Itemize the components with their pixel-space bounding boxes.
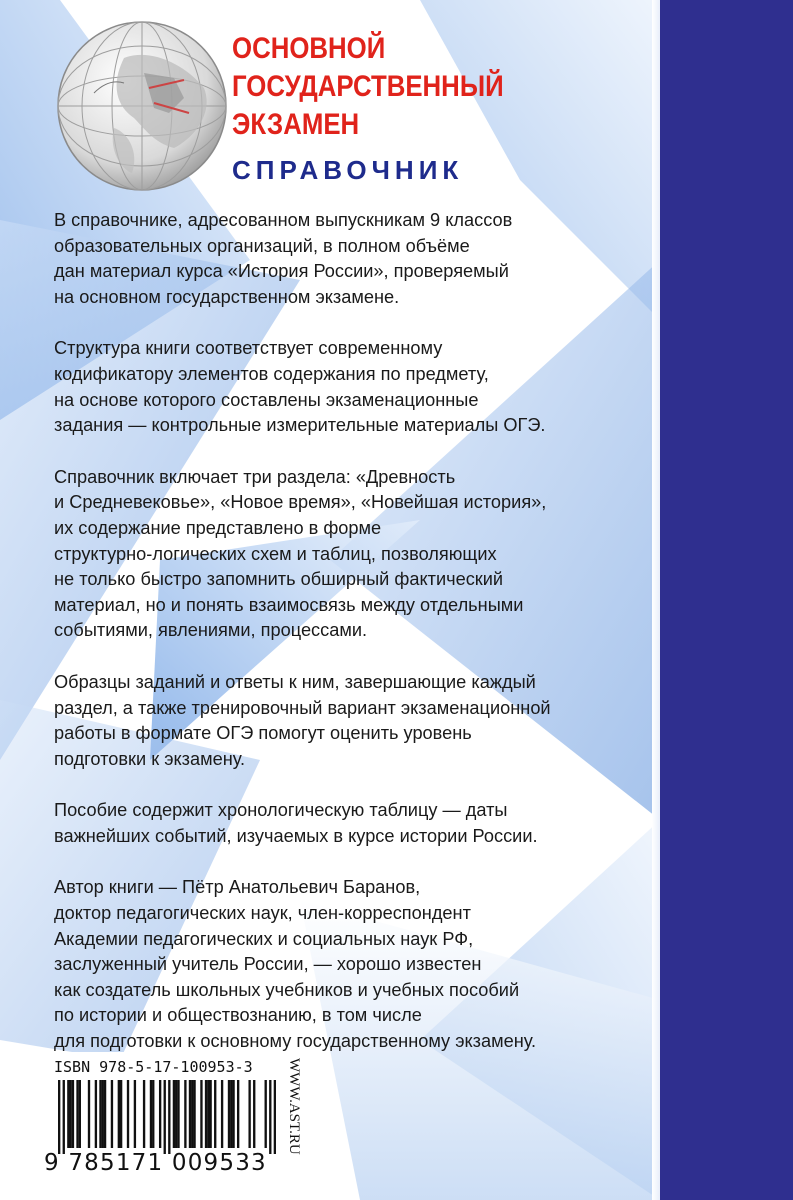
text-line: В справочнике, адресованном выпускникам 9 классов — [54, 210, 513, 230]
text-line: образовательных организаций, в полном объёме — [54, 235, 470, 256]
barcode-bar — [177, 1080, 179, 1148]
text-line: задания — контрольные измерительные материалы ОГЭ. — [54, 415, 546, 436]
barcode-bar — [152, 1080, 154, 1148]
title-line-3: ЭКЗАМЕН — [232, 108, 360, 141]
barcode-bar — [230, 1080, 232, 1148]
barcode-bar — [63, 1080, 65, 1154]
text-line: важнейших событий, изучаемых в курсе истории России. — [54, 825, 538, 846]
barcode-bar — [120, 1080, 122, 1148]
book-title — [232, 30, 585, 144]
barcode-bar — [72, 1080, 74, 1148]
globe-map-icon — [54, 18, 230, 194]
paragraph-4 — [54, 670, 654, 772]
barcode-bar — [269, 1080, 271, 1154]
barcode-bar — [209, 1080, 211, 1148]
website-url-text: WWW.AST.RU — [286, 1058, 302, 1155]
paragraph-3 — [54, 465, 654, 644]
text-line: событиями, явлениями, процессами. — [54, 620, 368, 641]
isbn-label: ISBN 978-5-17-100953-3 — [54, 1058, 253, 1076]
barcode-bar — [189, 1080, 191, 1148]
barcode-bar — [134, 1080, 136, 1148]
barcode-bar — [207, 1080, 209, 1148]
barcode-bar — [193, 1080, 195, 1148]
barcode-bar — [164, 1080, 166, 1154]
text-line: материал, но и понять взаимосвязь между отдельными — [54, 594, 524, 615]
text-line: их содержание представлено в форме — [54, 517, 382, 538]
text-line: подготовки к экзамену. — [54, 748, 246, 769]
text-line: кодификатору элементов содержания по предмету, — [54, 363, 489, 384]
description-text — [54, 208, 654, 1081]
text-line: для подготовки к основному государственному экзамену. — [54, 1031, 537, 1052]
text-line: Автор книги — Пётр Анатольевич Баранов, — [54, 877, 421, 898]
text-line: дан материал курса «История России», проверяемый — [54, 261, 509, 282]
text-line: доктор педагогических наук, член-корреспондент — [54, 903, 471, 924]
text-line: как создатель школьных учебников и учебных пособий — [54, 979, 520, 1000]
title-line-2: ГОСУДАРСТВЕННЫЙ — [232, 70, 504, 103]
barcode-bar — [253, 1080, 255, 1148]
barcode — [58, 1080, 276, 1154]
barcode-bar — [95, 1080, 97, 1148]
text-line: Справочник включает три раздела: «Древность — [54, 466, 456, 487]
book-subtitle: СПРАВОЧНИК — [232, 155, 464, 185]
barcode-bar — [221, 1080, 223, 1148]
barcode-bar — [79, 1080, 81, 1148]
paragraph-2 — [54, 336, 654, 438]
text-line: на основе которого составлены экзаменационные — [54, 389, 479, 410]
barcode-bar — [237, 1080, 239, 1148]
text-line: Образцы заданий и ответы к ним, завершающие каждый — [54, 671, 536, 692]
barcode-bar — [232, 1080, 234, 1148]
barcode-bar — [143, 1080, 145, 1148]
barcode-bar — [265, 1080, 267, 1148]
barcode-bar — [102, 1080, 104, 1148]
barcode-bar — [69, 1080, 71, 1148]
barcode-bar — [228, 1080, 230, 1148]
barcode-bar — [99, 1080, 101, 1148]
barcode-bar — [67, 1080, 69, 1148]
barcode-bar — [111, 1080, 113, 1148]
title-line-1: ОСНОВНОЙ — [232, 32, 386, 65]
barcode-bar — [159, 1080, 161, 1148]
text-line: Структура книги соответствует современному — [54, 338, 443, 359]
text-line: Пособие содержит хронологическую таблицу — даты — [54, 800, 508, 821]
barcode-bar — [175, 1080, 177, 1148]
barcode-bar — [248, 1080, 250, 1148]
barcode-bar — [191, 1080, 193, 1148]
barcode-bar — [104, 1080, 106, 1148]
text-line: на основном государственном экзамене. — [54, 286, 400, 307]
barcode-bar — [88, 1080, 90, 1148]
barcode-bar — [118, 1080, 120, 1148]
barcode-bar — [58, 1080, 60, 1154]
text-line: заслуженный учитель России, — хорошо известен — [54, 954, 482, 975]
barcode-bar — [205, 1080, 207, 1148]
barcode-bar — [214, 1080, 216, 1148]
text-line: структурно-логических схем и таблиц, позволяющих — [54, 543, 497, 564]
barcode-digits: 9 785171 009533 — [44, 1150, 267, 1176]
barcode-bar — [76, 1080, 78, 1148]
paragraph-5 — [54, 798, 654, 849]
barcode-bar — [200, 1080, 202, 1148]
text-line: и Средневековье», «Новое время», «Новейшая история», — [54, 492, 547, 513]
barcode-bar — [150, 1080, 152, 1148]
text-line: работы в формате ОГЭ помогут оценить уровень — [54, 723, 472, 744]
side-color-band — [660, 0, 793, 1200]
barcode-bar — [184, 1080, 186, 1148]
text-line: Академии педагогических и социальных наук РФ, — [54, 928, 474, 949]
text-line: по истории и обществознанию, в том числе — [54, 1005, 422, 1026]
text-line: не только быстро запомнить обширный фактический — [54, 569, 504, 590]
paragraph-1 — [54, 208, 654, 310]
barcode-bar — [168, 1080, 170, 1154]
text-line: раздел, а также тренировочный вариант экзаменационной — [54, 697, 551, 718]
barcode-bar — [274, 1080, 276, 1154]
paragraph-6 — [54, 875, 654, 1054]
barcode-bar — [127, 1080, 129, 1148]
barcode-bar — [173, 1080, 175, 1148]
